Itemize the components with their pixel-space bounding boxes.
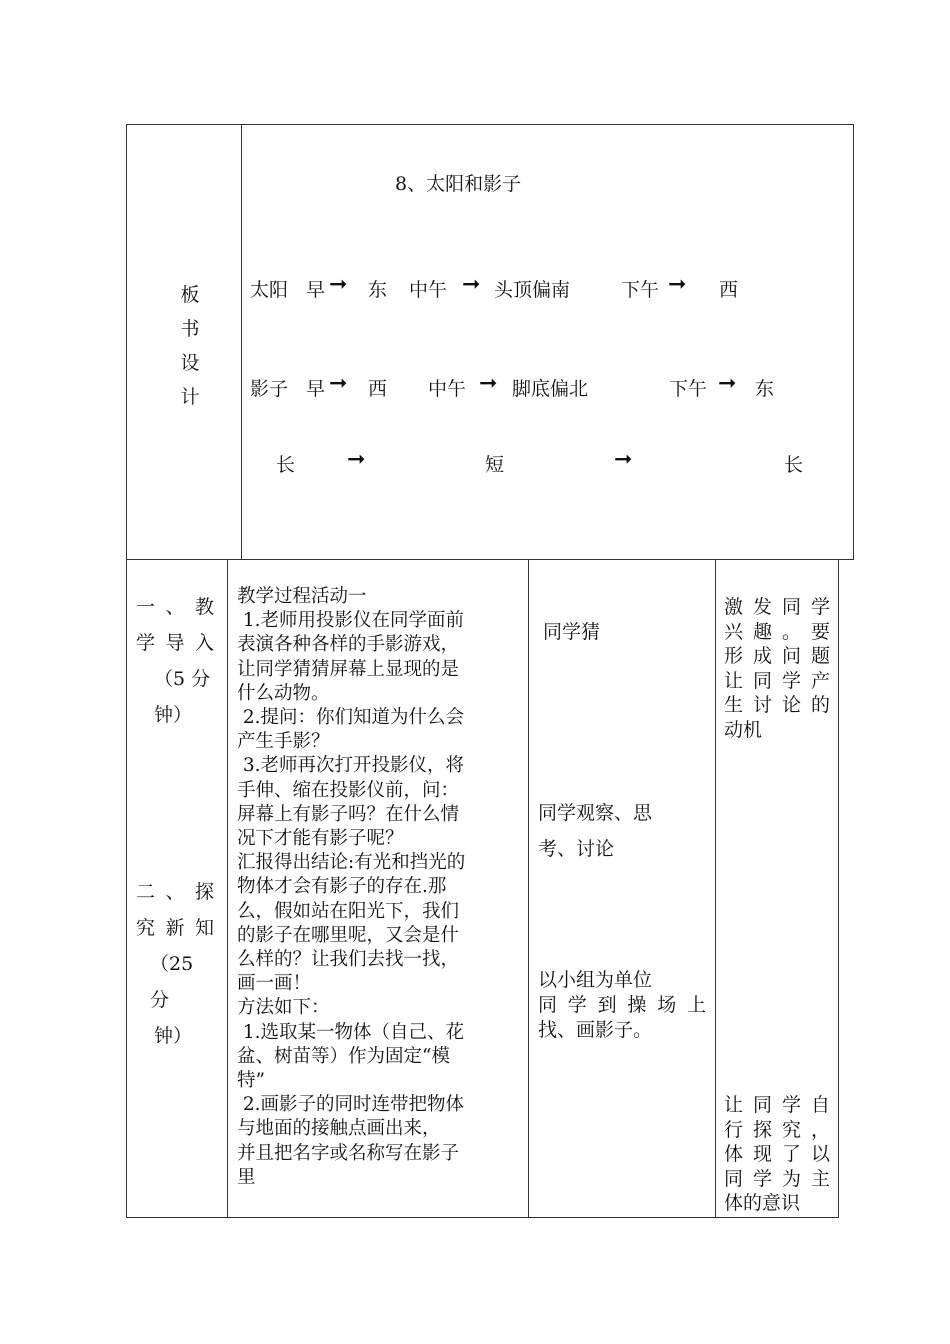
shadow-morning-dir: 西: [368, 378, 388, 400]
shadow-label: 影子: [250, 378, 289, 400]
length-middle: 短: [485, 454, 505, 476]
length-end: 长: [784, 454, 804, 476]
activity-line: 1.老师用投影仪在同学面前: [237, 610, 465, 632]
sun-morning-dir: 东: [368, 279, 388, 301]
arrow-icon: ➞: [329, 272, 348, 297]
activity-line: 2.画影子的同时连带把物体: [237, 1094, 465, 1116]
arrow-icon: ➞: [614, 447, 633, 472]
activity-line: 物体才会有影子的存在.那: [237, 876, 447, 898]
activity-line: 汇报得出结论:有光和挡光的: [237, 852, 466, 874]
activity-line: 画一画！: [237, 973, 312, 995]
sun-afternoon: 下午: [621, 279, 660, 301]
activity-line: 么样的？让我们去找一找，: [237, 949, 460, 971]
column-divider: [528, 559, 529, 1218]
shadow-afternoon: 下午: [669, 378, 708, 400]
arrow-icon: ➞: [462, 272, 481, 297]
sun-noon: 中午: [409, 279, 448, 301]
arrow-icon: ➞: [329, 371, 348, 396]
board-title: 8、太阳和影子: [395, 173, 522, 195]
activity-line: 与地面的接触点画出来，: [237, 1118, 441, 1140]
arrow-icon: ➞: [668, 272, 687, 297]
shadow-afternoon-dir: 东: [755, 378, 775, 400]
shadow-noon: 中午: [428, 378, 467, 400]
arrow-icon: ➞: [347, 447, 366, 472]
length-start: 长: [276, 454, 296, 476]
stage-explore: 二、探 究新知 （25 分 钟）: [136, 881, 214, 1047]
student-guess: 同学猜: [543, 621, 601, 643]
activity-line: 特”: [237, 1070, 265, 1092]
activity-line: 的影子在哪里呢，又会是什: [237, 924, 460, 946]
activity-line: 什么动物。: [237, 682, 330, 704]
activity-line: 方法如下：: [237, 997, 330, 1019]
activity-line: 况下才能有影子呢？: [237, 828, 404, 850]
activity-line: 3.老师再次打开投影仪，将: [237, 755, 465, 777]
activity-line: 2.提问：你们知道为什么会: [237, 707, 465, 729]
sun-morning: 早: [306, 279, 326, 301]
arrow-icon: ➞: [718, 371, 737, 396]
activity-line: 让同学猜猜屏幕上显现的是: [237, 658, 460, 680]
sun-label: 太阳: [250, 279, 289, 301]
sun-afternoon-dir: 西: [719, 279, 739, 301]
board-design-label: 板 书 设 计: [180, 284, 200, 408]
activity-line: 里: [237, 1166, 256, 1188]
column-divider: [715, 559, 716, 1218]
activity-line: 产生手影？: [237, 731, 330, 753]
activity-line: 1.选取某一物体（自己、花: [237, 1021, 465, 1043]
intent-second: 让同学自 行探究， 体现了以 同学为主 体的意识: [724, 1094, 830, 1214]
stage-intro: 一、教 学导入 （5 分 钟）: [136, 596, 214, 726]
board-divider: [241, 124, 242, 560]
activity-line: 教学过程活动一: [237, 586, 367, 607]
shadow-noon-dir: 脚底偏北: [512, 378, 589, 400]
activity-line: 表演各种各样的手影游戏，: [237, 634, 460, 656]
student-group: 以小组为单位 同学到操场上 找、画影子。: [538, 969, 706, 1041]
intent-first: 激发同学 兴趣。要 形成问题 让同学产 生讨论的 动机: [724, 596, 830, 741]
column-divider: [227, 559, 228, 1218]
shadow-morning: 早: [306, 378, 326, 400]
activity-line: 盆、树苗等）作为固定“模: [237, 1045, 450, 1067]
teacher-activity: [237, 585, 521, 1190]
activity-line: 屏幕上有影子吗？在什么情: [237, 803, 460, 825]
activity-line: 手伸、缩在投影仪前，问：: [237, 779, 460, 801]
activity-line: 么，假如站在阳光下，我们: [237, 900, 460, 922]
sun-noon-dir: 头顶偏南: [494, 279, 571, 301]
activity-line: 并且把名字或名称写在影子: [237, 1142, 460, 1164]
student-observe: 同学观察、思 考、讨论: [538, 802, 653, 860]
arrow-icon: ➞: [479, 371, 498, 396]
